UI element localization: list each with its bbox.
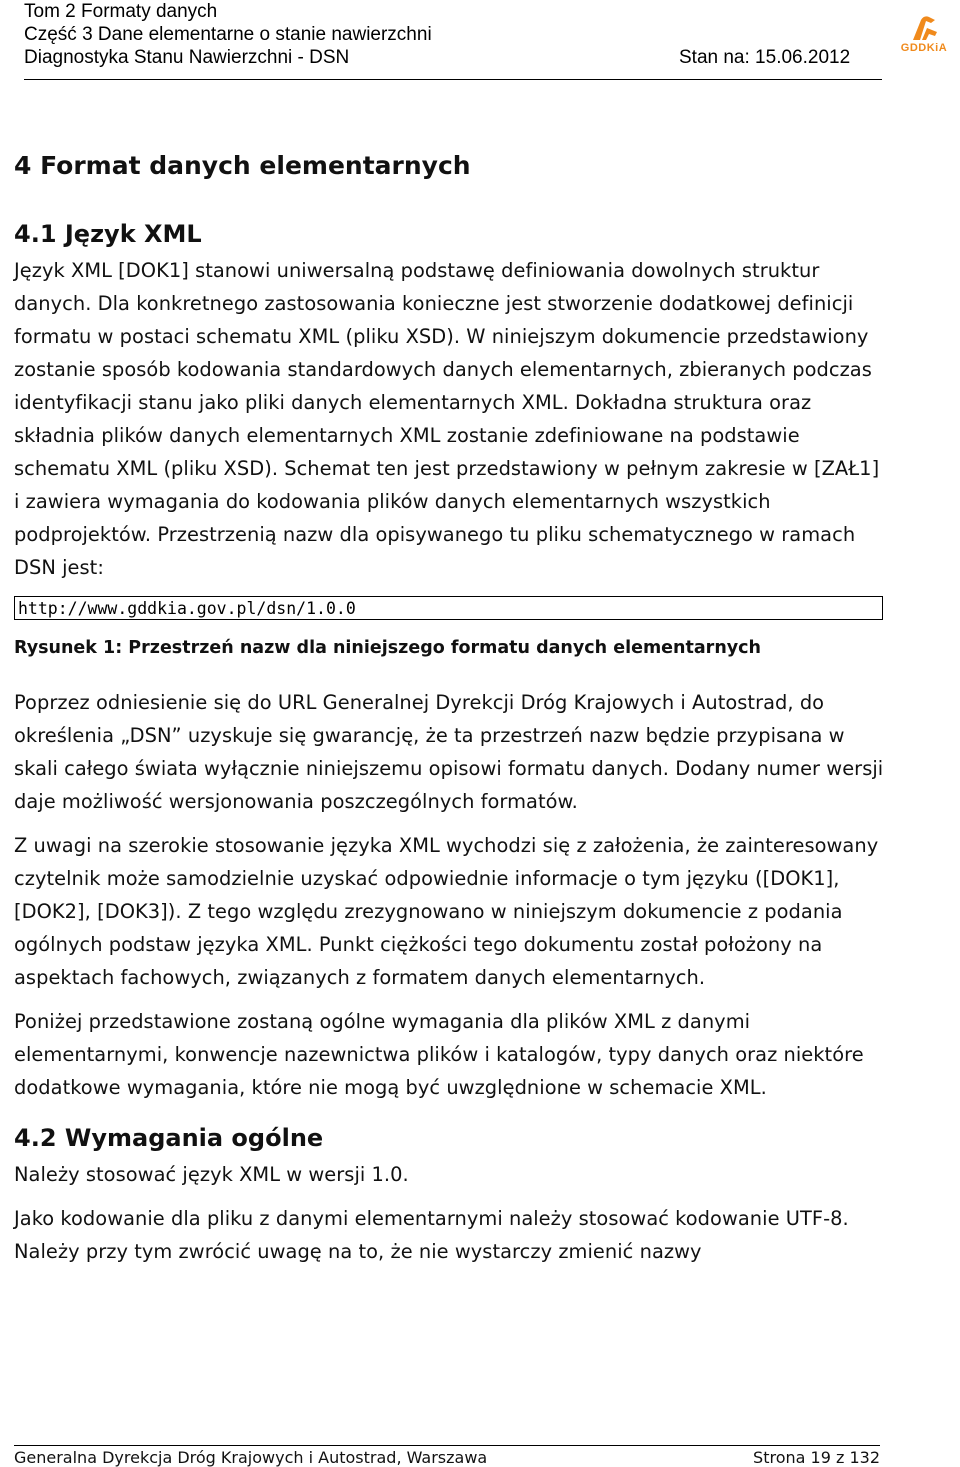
gddkia-logo <box>891 14 957 58</box>
section-heading-4: 4 Format danych elementarnych <box>14 151 471 180</box>
header-date: Stan na: 15.06.2012 <box>679 47 851 68</box>
footer-organization: Generalna Dyrekcja Dróg Krajowych i Autostrad, Warszawa <box>14 1448 488 1467</box>
section-heading-4-2: 4.2 Wymagania ogólne <box>14 1124 324 1152</box>
paragraph-xml-version: Należy stosować język XML w wersji 1.0. <box>14 1163 409 1186</box>
paragraph-encoding: Jako kodowanie dla pliku z danymi elementarnymi należy stosować kodowanie UTF-8. Należy przy tym zwrócić uwagę na to, że nie wystarczy zmienić nazwy <box>14 1207 849 1263</box>
document-body <box>14 150 884 1279</box>
header-project: Diagnostyka Stanu Nawierzchni - DSN <box>24 47 350 68</box>
paragraph-xml-knowledge: Z uwagi na szerokie stosowanie języka XML wychodzi się z założenia, że zainteresowany czytelnik może samodzielnie uzyskać odpowiednie informacje o tym języku ([DOK1], [DOK2], [DOK3]). Z tego względu zrezygnowano w niniejszym dokumencie z podania ogólnych podstaw języka XML. Punkt ciężkości tego dokumentu został położony na aspektach fachowych, związanych z formatem danych elementarnych. <box>14 834 879 989</box>
figure-caption: Rysunek 1: Przestrzeń nazw dla niniejszego formatu danych elementarnych <box>14 638 762 658</box>
section-heading-4-1: 4.1 Język XML <box>14 220 202 248</box>
paragraph-xml-intro: Język XML [DOK1] stanowi uniwersalną podstawę definiowania dowolnych struktur danych. Dla konkretnego zastosowania konieczne jest stworzenie dodatkowej definicji formatu w postaci schematu XML (pliku XSD). W niniejszym dokumencie przedstawiony zostanie sposób kodowania standardowych danych elementarnych, zbieranych podczas identyfikacji stanu jako pliki danych elementarnych XML. Dokładna struktura oraz składnia plików danych elementarnych XML zostanie zdefiniowane na podstawie schematu XML (pliku XSD). Schemat ten jest przedstawiony w pełnym zakresie w [ZAŁ1] i zawiera wymagania do kodowania plików danych elementarnych wszystkich podprojektów. Przestrzenią nazw dla opisywanego tu pliku schematycznego w ramach DSN jest: <box>14 259 880 579</box>
namespace-code-box: http://www.gddkia.gov.pl/dsn/1.0.0 <box>14 596 883 620</box>
paragraph-requirements-intro: Poniżej przedstawione zostaną ogólne wymagania dla plików XML z danymi elementarnymi, konwencje nazewnictwa plików i katalogów, typy danych oraz niektóre dodatkowe wymagania, które nie mogą być uwzględnione w schemacie XML. <box>14 1010 864 1099</box>
page-header <box>0 0 960 84</box>
header-divider <box>24 79 882 80</box>
header-part: Część 3 Dane elementarne o stanie nawierzchni <box>24 24 432 45</box>
paragraph-url-reference: Poprzez odniesienie się do URL Generalnej Dyrekcji Dróg Krajowych i Autostrad, do określenia „DSN” uzyskuje się gwarancję, że ta przestrzeń nazw będzie przypisana w skali całego świata wyłącznie niniejszemu opisowi formatu danych. Dodany numer wersji daje możliwość wersjonowania poszczególnych formatów. <box>14 691 884 813</box>
header-volume: Tom 2 Formaty danych <box>24 1 218 22</box>
page-footer <box>14 1445 880 1467</box>
gddkia-logo-icon <box>891 14 957 42</box>
footer-page-number: Strona 19 z 132 <box>753 1448 880 1467</box>
logo-text: GDDKiA <box>900 42 948 54</box>
